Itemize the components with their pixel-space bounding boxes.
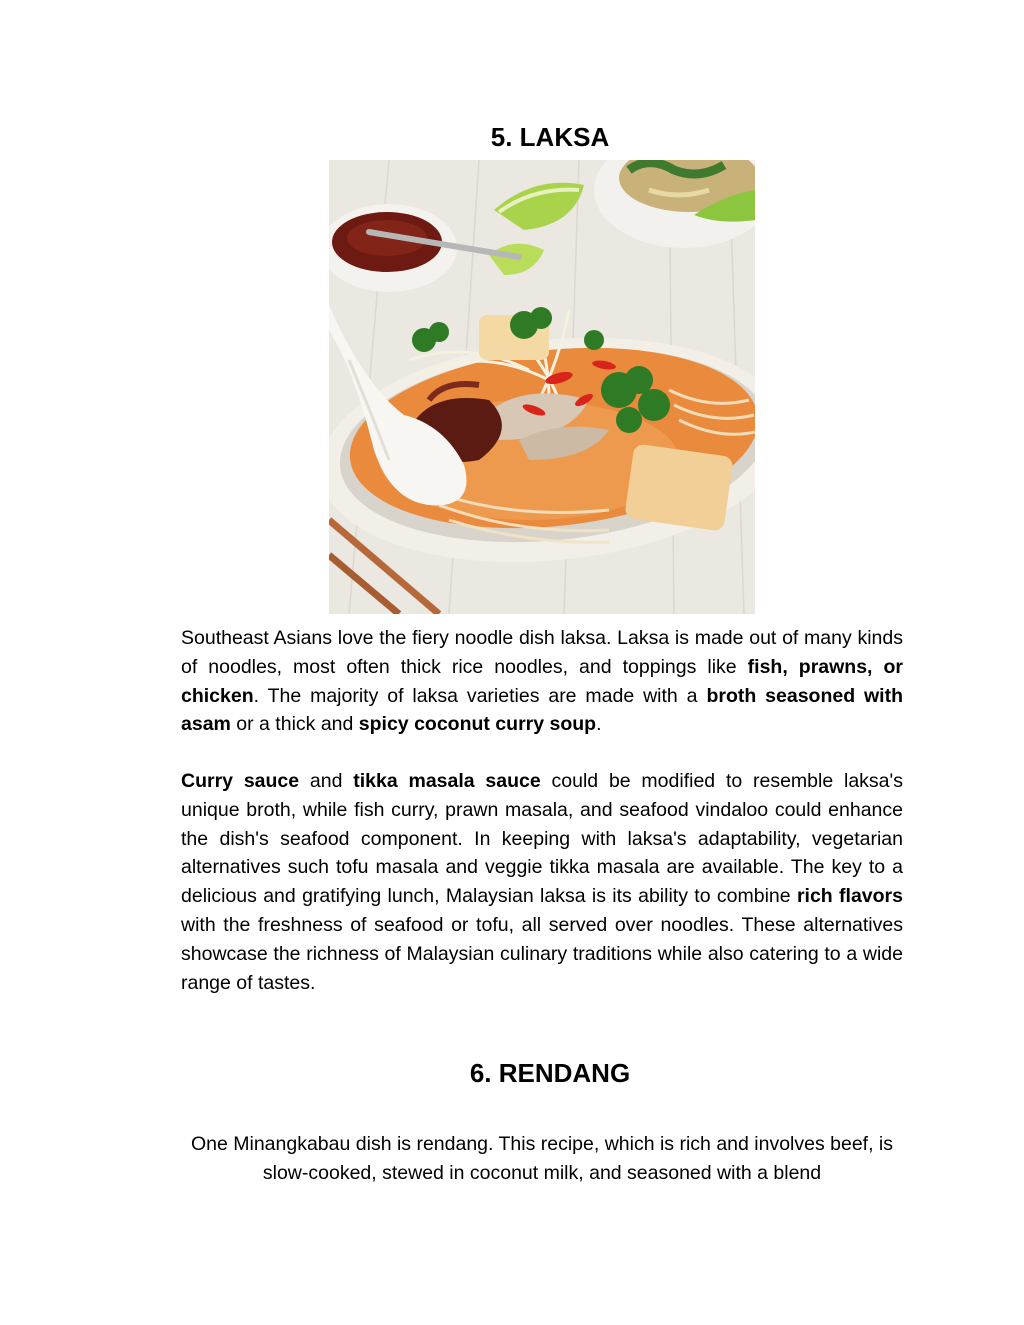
text-run: Southeast Asians love the fiery noodle dish laksa. Laksa is made out of many kinds of noodles, most often thick rice noodles, and toppings like: [181, 627, 903, 678]
laksa-photo: [329, 160, 755, 614]
bold-text: Curry sauce: [181, 770, 300, 792]
bold-text: fish, prawns, or chicken: [181, 655, 904, 707]
laksa-paragraph-1: [181, 624, 903, 739]
text-run: with the freshness of seafood or tofu, all served over noodles. These alternatives showcase the richness of Malaysian culinary traditions while also catering to a wide range of tastes.: [181, 913, 903, 994]
bold-text: spicy coconut curry soup: [358, 713, 597, 736]
bold-text: rich flavors: [796, 885, 903, 908]
bold-text: tikka masala sauce: [353, 770, 541, 792]
rendang-heading: 6. RENDANG: [469, 1058, 631, 1088]
laksa-heading: 5. LAKSA: [490, 122, 610, 152]
text-run: .: [596, 713, 602, 736]
bold-text: broth seasoned with asam: [181, 684, 904, 736]
text-run: and: [299, 770, 354, 792]
text-run: could be modified to resemble laksa's unique broth, while fish curry, prawn masala, and seafood vindaloo could enhance the dish's seafood component. In keeping with laksa's adaptability, vegetarian alternatives such tofu masala and veggie tikka masala are available. The key to a delicious and gratifying lunch, Malaysian laksa is its ability to combine: [181, 770, 903, 908]
rendang-paragraph-1: One Minangkabau dish is rendang. This recipe, which is rich and involves beef, is slow-cooked, stewed in coconut milk, and seasoned with a blend: [190, 1133, 894, 1184]
text-run: or a thick and: [230, 713, 359, 736]
text-run: . The majority of laksa varieties are made with a: [253, 684, 707, 707]
laksa-paragraph-2: [181, 767, 903, 997]
